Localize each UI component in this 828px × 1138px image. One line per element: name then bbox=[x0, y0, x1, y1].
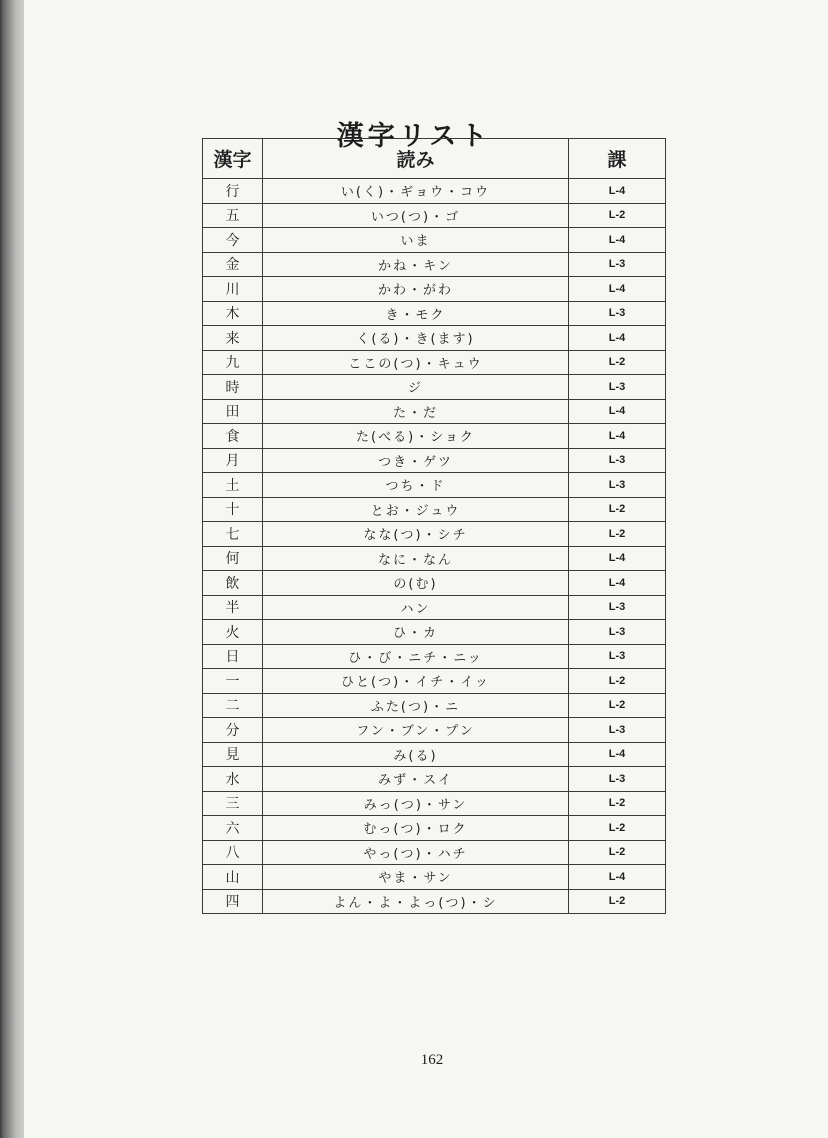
table-row bbox=[203, 546, 666, 571]
table-row bbox=[203, 448, 666, 473]
table-row bbox=[203, 399, 666, 424]
table-row bbox=[203, 375, 666, 400]
kanji-cell: 山 bbox=[203, 865, 263, 890]
kanji-cell: 飲 bbox=[203, 571, 263, 596]
kanji-cell: 木 bbox=[203, 301, 263, 326]
lesson-cell: L-4 bbox=[569, 179, 666, 204]
lesson-cell: L-3 bbox=[569, 375, 666, 400]
reading-cell: ひ・カ bbox=[263, 620, 569, 645]
table-row bbox=[203, 277, 666, 302]
reading-cell: の(む) bbox=[263, 571, 569, 596]
kanji-cell: 水 bbox=[203, 767, 263, 792]
kanji-cell: 二 bbox=[203, 693, 263, 718]
reading-cell: とお・ジュウ bbox=[263, 497, 569, 522]
lesson-cell: L-3 bbox=[569, 473, 666, 498]
table-row bbox=[203, 252, 666, 277]
lesson-cell: L-4 bbox=[569, 277, 666, 302]
table-row bbox=[203, 301, 666, 326]
kanji-table-body bbox=[203, 179, 666, 914]
kanji-cell: 火 bbox=[203, 620, 263, 645]
reading-cell: ジ bbox=[263, 375, 569, 400]
reading-cell: た(べる)・ショク bbox=[263, 424, 569, 449]
lesson-cell: L-4 bbox=[569, 865, 666, 890]
kanji-cell: 分 bbox=[203, 718, 263, 743]
reading-cell: つき・ゲツ bbox=[263, 448, 569, 473]
lesson-cell: L-3 bbox=[569, 252, 666, 277]
lesson-cell: L-2 bbox=[569, 350, 666, 375]
table-row bbox=[203, 620, 666, 645]
kanji-cell: 土 bbox=[203, 473, 263, 498]
lesson-cell: L-2 bbox=[569, 522, 666, 547]
table-row bbox=[203, 693, 666, 718]
lesson-cell: L-4 bbox=[569, 742, 666, 767]
lesson-cell: L-2 bbox=[569, 816, 666, 841]
table-row bbox=[203, 203, 666, 228]
lesson-cell: L-3 bbox=[569, 718, 666, 743]
table-row bbox=[203, 791, 666, 816]
kanji-cell: 十 bbox=[203, 497, 263, 522]
table-row bbox=[203, 179, 666, 204]
kanji-cell: 月 bbox=[203, 448, 263, 473]
header-row bbox=[203, 139, 666, 179]
kanji-cell: 行 bbox=[203, 179, 263, 204]
kanji-cell: 金 bbox=[203, 252, 263, 277]
reading-cell: やま・サン bbox=[263, 865, 569, 890]
table-row bbox=[203, 350, 666, 375]
lesson-cell: L-4 bbox=[569, 424, 666, 449]
kanji-cell: 七 bbox=[203, 522, 263, 547]
reading-cell: みず・スイ bbox=[263, 767, 569, 792]
header-kanji: 漢字 bbox=[203, 139, 263, 179]
kanji-cell: 三 bbox=[203, 791, 263, 816]
table-row bbox=[203, 473, 666, 498]
reading-cell: みっ(つ)・サン bbox=[263, 791, 569, 816]
table-row bbox=[203, 644, 666, 669]
lesson-cell: L-2 bbox=[569, 693, 666, 718]
table-row bbox=[203, 767, 666, 792]
reading-cell: つち・ド bbox=[263, 473, 569, 498]
reading-cell: ひと(つ)・イチ・イッ bbox=[263, 669, 569, 694]
kanji-cell: 半 bbox=[203, 595, 263, 620]
lesson-cell: L-4 bbox=[569, 546, 666, 571]
table-row bbox=[203, 595, 666, 620]
table-row bbox=[203, 718, 666, 743]
kanji-cell: 四 bbox=[203, 889, 263, 914]
kanji-cell: 一 bbox=[203, 669, 263, 694]
reading-cell: いま bbox=[263, 228, 569, 253]
table-row bbox=[203, 889, 666, 914]
lesson-cell: L-2 bbox=[569, 497, 666, 522]
reading-cell: き・モク bbox=[263, 301, 569, 326]
lesson-cell: L-4 bbox=[569, 228, 666, 253]
reading-cell: かね・キン bbox=[263, 252, 569, 277]
kanji-cell: 何 bbox=[203, 546, 263, 571]
page-number: 162 bbox=[420, 1052, 444, 1068]
kanji-cell: 時 bbox=[203, 375, 263, 400]
reading-cell: い(く)・ギョウ・コウ bbox=[263, 179, 569, 204]
lesson-cell: L-4 bbox=[569, 399, 666, 424]
lesson-cell: L-3 bbox=[569, 644, 666, 669]
reading-cell: み(る) bbox=[263, 742, 569, 767]
reading-cell: なな(つ)・シチ bbox=[263, 522, 569, 547]
lesson-cell: L-3 bbox=[569, 767, 666, 792]
reading-cell: ハン bbox=[263, 595, 569, 620]
reading-cell: かわ・がわ bbox=[263, 277, 569, 302]
table-row bbox=[203, 840, 666, 865]
lesson-cell: L-4 bbox=[569, 571, 666, 596]
lesson-cell: L-2 bbox=[569, 840, 666, 865]
table-row bbox=[203, 816, 666, 841]
lesson-cell: L-2 bbox=[569, 669, 666, 694]
reading-cell: ひ・び・ニチ・ニッ bbox=[263, 644, 569, 669]
kanji-cell: 川 bbox=[203, 277, 263, 302]
table-row bbox=[203, 669, 666, 694]
kanji-cell: 見 bbox=[203, 742, 263, 767]
kanji-table bbox=[202, 138, 666, 914]
lesson-cell: L-4 bbox=[569, 326, 666, 351]
kanji-cell: 五 bbox=[203, 203, 263, 228]
lesson-cell: L-3 bbox=[569, 301, 666, 326]
kanji-cell: 田 bbox=[203, 399, 263, 424]
kanji-cell: 六 bbox=[203, 816, 263, 841]
reading-cell: く(る)・き(ます) bbox=[263, 326, 569, 351]
lesson-cell: L-3 bbox=[569, 448, 666, 473]
lesson-cell: L-2 bbox=[569, 889, 666, 914]
lesson-cell: L-2 bbox=[569, 791, 666, 816]
header-lesson: 課 bbox=[569, 139, 666, 179]
table-row bbox=[203, 497, 666, 522]
kanji-cell: 九 bbox=[203, 350, 263, 375]
reading-cell: た・だ bbox=[263, 399, 569, 424]
lesson-cell: L-3 bbox=[569, 595, 666, 620]
reading-cell: むっ(つ)・ロク bbox=[263, 816, 569, 841]
table-row bbox=[203, 571, 666, 596]
header-reading: 読み bbox=[263, 139, 569, 179]
kanji-cell: 今 bbox=[203, 228, 263, 253]
reading-cell: フン・ブン・プン bbox=[263, 718, 569, 743]
kanji-cell: 来 bbox=[203, 326, 263, 351]
table-row bbox=[203, 326, 666, 351]
table-row bbox=[203, 742, 666, 767]
kanji-cell: 日 bbox=[203, 644, 263, 669]
table-row bbox=[203, 228, 666, 253]
lesson-cell: L-2 bbox=[569, 203, 666, 228]
reading-cell: ここの(つ)・キュウ bbox=[263, 350, 569, 375]
table-row bbox=[203, 424, 666, 449]
reading-cell: ふた(つ)・ニ bbox=[263, 693, 569, 718]
kanji-cell: 食 bbox=[203, 424, 263, 449]
table-row bbox=[203, 522, 666, 547]
kanji-cell: 八 bbox=[203, 840, 263, 865]
table-row bbox=[203, 865, 666, 890]
reading-cell: やっ(つ)・ハチ bbox=[263, 840, 569, 865]
lesson-cell: L-3 bbox=[569, 620, 666, 645]
page-title: 漢字リスト bbox=[336, 121, 492, 153]
reading-cell: よん・よ・よっ(つ)・シ bbox=[263, 889, 569, 914]
reading-cell: なに・なん bbox=[263, 546, 569, 571]
reading-cell: いつ(つ)・ゴ bbox=[263, 203, 569, 228]
kanji-table-head bbox=[203, 139, 666, 179]
